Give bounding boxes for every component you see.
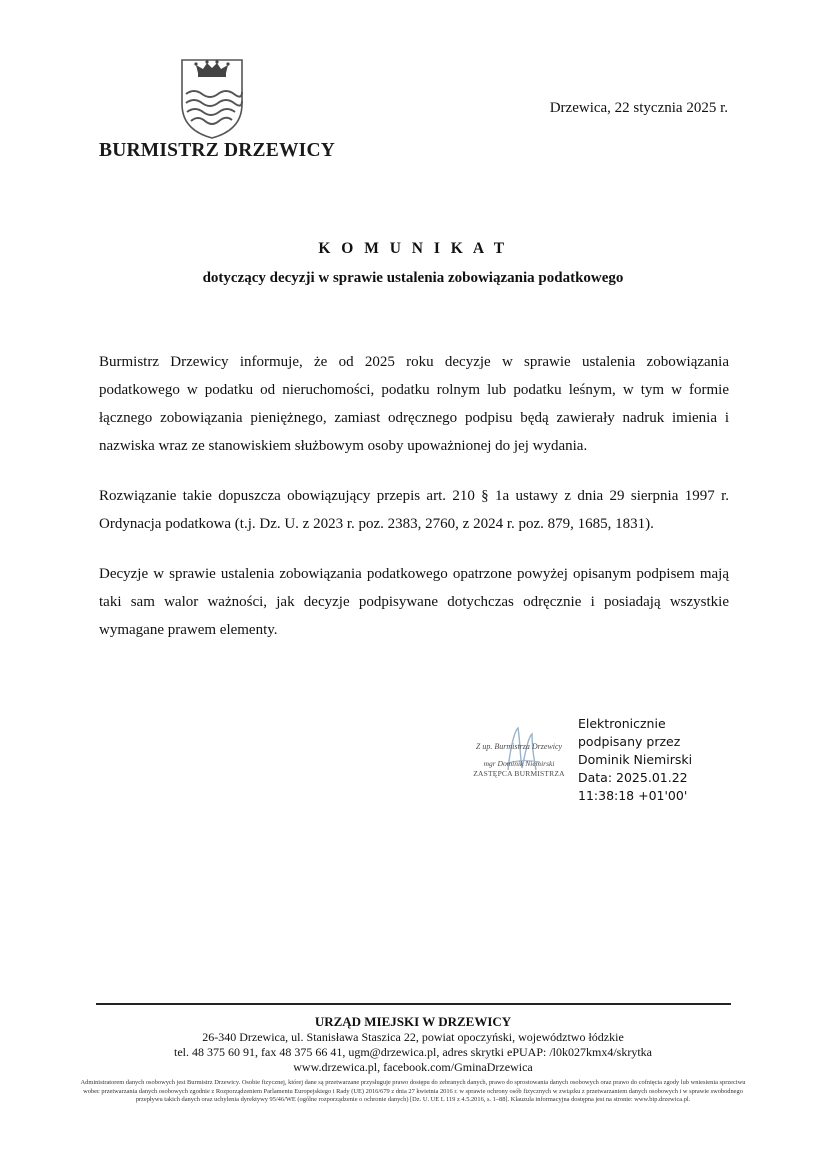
footer-address: 26-340 Drzewica, ul. Stanisława Staszica 22, powiat opoczyński, województwo łódzkie: [202, 1030, 624, 1044]
electronic-signature-info: [578, 715, 692, 805]
document-subtitle: dotyczący decyzji w sprawie ustalenia zobowiązania podatkowego: [202, 270, 624, 286]
stamp-line-name: mgr Dominik Niemirski: [483, 759, 555, 768]
coat-of-arms-icon: [180, 58, 244, 140]
office-name: BURMISTRZ DRZEWICY: [99, 140, 336, 161]
body-paragraph-3: [99, 560, 729, 644]
body-paragraph-2: [99, 482, 729, 538]
paragraph-text: Rozwiązanie takie dopuszcza obowiązujący przepis art. 210 § 1a ustawy z dnia 29 sierpnia 1997 r. Ordynacja podatkowa (t.j. Dz. U. z 2023 r. poz. 2383, 2760, z 2024 r. poz. 879, 1685, 1831).: [99, 488, 729, 532]
signature-stamp: [466, 738, 572, 786]
esig-line: Data: 2025.01.22: [578, 770, 688, 785]
footer-web: www.drzewica.pl, facebook.com/GminaDrzewica: [293, 1060, 533, 1074]
footer-divider: [96, 1003, 731, 1005]
footer: [80, 1014, 746, 1105]
esig-line: podpisany przez: [578, 734, 681, 749]
stamp-line-position: ZASTĘPCA BURMISTRZA: [473, 769, 565, 778]
footer-privacy-note: Administratorem danych osobowych jest Burmistrz Drzewicy. Osobie fizycznej, której dane są przetwarzane przysługuje prawo dostępu do zebranych danych, prawo do sprostowania danych osobowych oraz prawo do cofnięcia zgody lub wniesienia sprzeciwu wobec przetwarzania danych osobowych zgodnie z Rozporządzeniem Parlamentu Europejskiego i Rady (UE) 2016/679 z dnia 27 kwietnia 2016 r. w sprawie ochrony osób fizycznych w związku z przetwarzaniem danych osobowych i w sprawie swobodnego przepływu takich danych oraz uchylenia dyrektywy 95/46/WE (ogólne rozporządzenie o ochronie danych) [Dz. U. UE L 119 z 4.5.2016, s. 1–88]. Klauzula informacyjna dostępna jest na stronie: www.bip.drzewica.pl.: [80, 1079, 746, 1104]
stamp-line-authorization: Z up. Burmistrza Drzewicy: [475, 742, 563, 751]
paragraph-text: Decyzje w sprawie ustalenia zobowiązania podatkowego opatrzone powyżej opisanym podpisem mają taki sam walor ważności, jak decyzje podpisywane dotychczas odręcznie i posiadają wszystkie wymagane prawem elementy.: [99, 566, 729, 638]
paragraph-text: Burmistrz Drzewicy informuje, że od 2025 roku decyzje w sprawie ustalenia zobowiązania podatkowego w podatku od nieruchomości, podatku rolnym lub podatku leśnym, w tym w formie łącznego zobowiązania pieniężnego, zamiast odręcznego podpisu będą zawierały nadruk imienia i nazwiska wraz ze stanowiskiem służbowym osoby upoważnionej do jej wydania.: [99, 354, 729, 454]
esig-line: Elektronicznie: [578, 716, 666, 731]
esig-line: 11:38:18 +01'00': [578, 788, 688, 803]
footer-office-name: URZĄD MIEJSKI W DRZEWICY: [314, 1014, 512, 1029]
footer-contact: tel. 48 375 60 91, fax 48 375 66 41, ugm@drzewica.pl, adres skrytki ePUAP: /l0k027kmx4/skrytka: [174, 1045, 652, 1059]
esig-line: Dominik Niemirski: [578, 752, 693, 767]
document-title: K O M U N I K A T: [318, 240, 508, 257]
body-paragraph-1: [99, 348, 729, 460]
place-date: Drzewica, 22 stycznia 2025 r.: [549, 100, 728, 116]
